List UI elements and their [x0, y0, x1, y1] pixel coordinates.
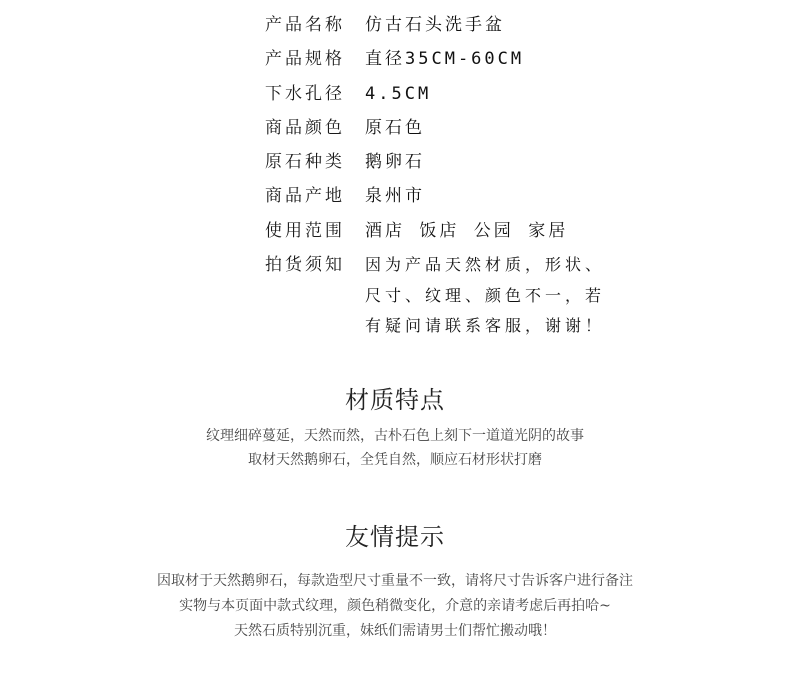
material-description — [0, 424, 790, 472]
tips-line: 天然石质特别沉重，妹纸们需请男士们帮忙搬动哦！ — [234, 623, 556, 639]
spec-value: 鹅卵石 — [365, 152, 425, 173]
spec-row-color — [265, 113, 605, 147]
spec-label: 产品名称 — [265, 15, 345, 35]
spec-value: 直径35CM-60CM — [365, 49, 525, 70]
spec-row-origin — [265, 181, 605, 215]
spec-value: 仿古石头洗手盆 — [365, 15, 505, 35]
tips-description — [0, 569, 790, 644]
spec-label: 下水孔径 — [265, 83, 345, 104]
spec-value: 泉州市 — [365, 186, 425, 207]
spec-row-name — [265, 10, 605, 44]
material-line: 取材天然鹅卵石，全凭自然，顺应石材形状打磨 — [248, 452, 542, 468]
material-title: 材质特点 — [345, 386, 445, 414]
spec-label: 商品颜色 — [265, 117, 345, 138]
spec-label: 使用范围 — [265, 220, 345, 241]
spec-table — [265, 10, 605, 342]
material-line: 纹理细碎蔓延，天然而然，古朴石色上刻下一道道光阴的故事 — [206, 428, 584, 444]
tips-line: 实物与本页面中款式纹理，颜色稍微变化，介意的亲请考虑后再拍哈~ — [179, 598, 611, 614]
spec-row-size — [265, 44, 605, 78]
notice-text — [365, 250, 605, 342]
notice-line: 有疑问请联系客服，谢谢！ — [365, 316, 606, 336]
notice-line: 因为产品天然材质，形状、 — [365, 255, 606, 275]
spec-value: 4.5CM — [365, 83, 432, 104]
spec-value: 酒店 饭店 公园 家居 — [365, 220, 569, 241]
spec-label: 商品产地 — [265, 186, 345, 207]
spec-value: 原石色 — [365, 117, 425, 138]
spec-row-stone — [265, 147, 605, 181]
spec-row-drain — [265, 79, 605, 113]
spec-row-notice — [265, 250, 605, 342]
tips-line: 因取材于天然鹅卵石，每款造型尺寸重量不一致，请将尺寸告诉客户进行备注 — [157, 573, 633, 589]
notice-line: 尺寸、纹理、颜色不一，若 — [365, 285, 606, 305]
tips-title: 友情提示 — [345, 523, 445, 551]
spec-label: 原石种类 — [265, 152, 345, 173]
spec-label: 拍货须知 — [265, 255, 345, 276]
spec-row-usage — [265, 216, 605, 250]
spec-label: 产品规格 — [265, 49, 345, 70]
